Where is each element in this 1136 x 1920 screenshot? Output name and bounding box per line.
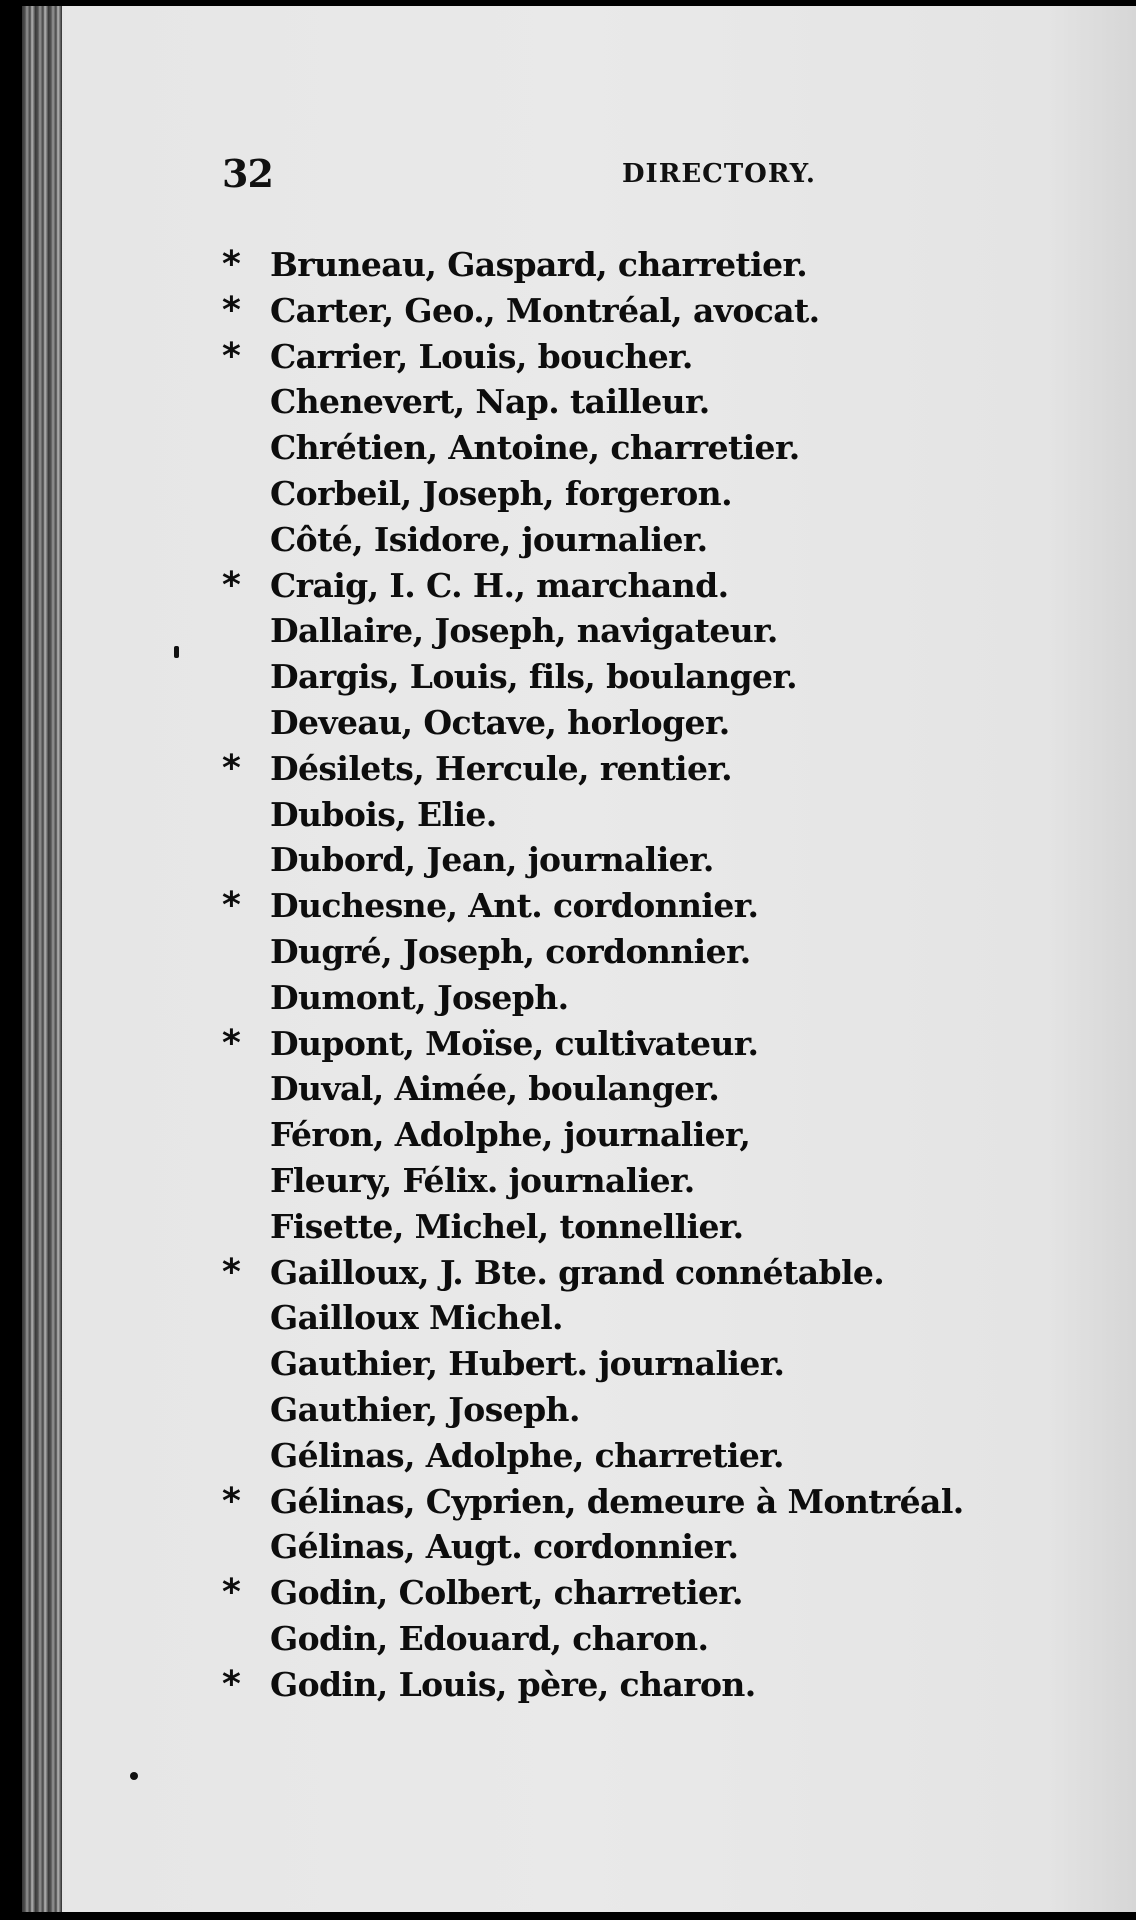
asterisk-mark: * (222, 885, 241, 927)
directory-entry (22, 1570, 1122, 1616)
directory-entry (22, 425, 1122, 471)
directory-entry (22, 1479, 1122, 1525)
asterisk-mark: * (222, 1572, 241, 1614)
asterisk-mark: * (222, 1251, 241, 1293)
entry-text: Chenevert, Nap. tailleur. (270, 382, 710, 422)
running-title: DIRECTORY. (622, 159, 816, 189)
entry-text: Dumont, Joseph. (270, 977, 569, 1017)
directory-entry (22, 1662, 1122, 1708)
entry-text: Duval, Aimée, boulanger. (270, 1069, 720, 1109)
page-header (222, 151, 922, 201)
entry-text: Gailloux, J. Bte. grand connétable. (270, 1252, 885, 1292)
entry-text: Dubois, Elie. (270, 794, 497, 834)
entry-text: Godin, Louis, père, charon. (270, 1664, 756, 1704)
directory-entry (22, 1021, 1122, 1067)
entry-text: Gauthier, Joseph. (270, 1389, 580, 1429)
asterisk-mark: * (222, 244, 241, 285)
asterisk-mark: * (222, 1022, 241, 1064)
directory-list (22, 242, 1122, 1708)
entry-text: Dallaire, Joseph, navigateur. (270, 611, 778, 651)
directory-entry (22, 792, 1122, 838)
asterisk-mark: * (222, 289, 241, 331)
directory-entry (22, 837, 1122, 883)
directory-entry (22, 1387, 1122, 1433)
directory-entry (22, 1433, 1122, 1479)
directory-entry (22, 608, 1122, 654)
entry-text: Côté, Isidore, journalier. (270, 519, 708, 559)
entry-text: Gélinas, Cyprien, demeure à Montréal. (270, 1481, 964, 1521)
directory-entry (22, 1250, 1122, 1296)
entry-text: Bruneau, Gaspard, charretier. (270, 245, 808, 284)
book-page (22, 6, 1136, 1912)
ink-speck (130, 1772, 138, 1780)
directory-entry (22, 334, 1122, 380)
entry-text: Féron, Adolphe, journalier, (270, 1115, 751, 1155)
entry-text: Chrétien, Antoine, charretier. (270, 428, 800, 468)
entry-text: Deveau, Octave, horloger. (270, 702, 730, 742)
directory-entry (22, 563, 1122, 609)
directory-entry (22, 1066, 1122, 1112)
entry-text: Godin, Colbert, charretier. (270, 1573, 743, 1613)
entry-text: Craig, I. C. H., marchand. (270, 565, 729, 605)
directory-entry (22, 1524, 1122, 1570)
entry-text: Carrier, Louis, boucher. (270, 336, 693, 376)
entry-text: Gélinas, Adolphe, charretier. (270, 1435, 784, 1475)
entry-text: Dugré, Joseph, cordonnier. (270, 931, 751, 971)
entry-text: Dupont, Moïse, cultivateur. (270, 1023, 759, 1063)
directory-entry (22, 654, 1122, 700)
directory-entry (22, 1341, 1122, 1387)
directory-entry (22, 379, 1122, 425)
directory-entry (22, 1112, 1122, 1158)
directory-entry (22, 883, 1122, 929)
directory-entry (22, 700, 1122, 746)
asterisk-mark: * (222, 564, 241, 606)
entry-text: Dubord, Jean, journalier. (270, 840, 714, 880)
asterisk-mark: * (222, 747, 241, 789)
entry-text: Godin, Edouard, charon. (270, 1618, 709, 1658)
entry-text: Duchesne, Ant. cordonnier. (270, 886, 759, 926)
directory-entry (22, 242, 1122, 288)
asterisk-mark: * (222, 335, 241, 377)
entry-text: Gélinas, Augt. cordonnier. (270, 1527, 739, 1567)
entry-text: Désilets, Hercule, rentier. (270, 748, 733, 788)
asterisk-mark: * (222, 1480, 241, 1522)
directory-entry (22, 1158, 1122, 1204)
entry-text: Dargis, Louis, fils, boulanger. (270, 657, 797, 697)
directory-entry (22, 746, 1122, 792)
entry-text: Carter, Geo., Montréal, avocat. (270, 290, 820, 330)
entry-text: Corbeil, Joseph, forgeron. (270, 473, 732, 513)
directory-entry (22, 517, 1122, 563)
directory-entry (22, 471, 1122, 517)
asterisk-mark: * (222, 1663, 241, 1705)
directory-entry (22, 1616, 1122, 1662)
entry-text: Gailloux Michel. (270, 1298, 563, 1338)
directory-entry (22, 1204, 1122, 1250)
entry-text: Fisette, Michel, tonnellier. (270, 1206, 744, 1246)
directory-entry (22, 975, 1122, 1021)
ink-speck (174, 646, 179, 658)
entry-text: Fleury, Félix. journalier. (270, 1160, 695, 1200)
directory-entry (22, 929, 1122, 975)
directory-entry (22, 1295, 1122, 1341)
page-number: 32 (222, 151, 273, 196)
entry-text: Gauthier, Hubert. journalier. (270, 1344, 785, 1384)
directory-entry (22, 288, 1122, 334)
